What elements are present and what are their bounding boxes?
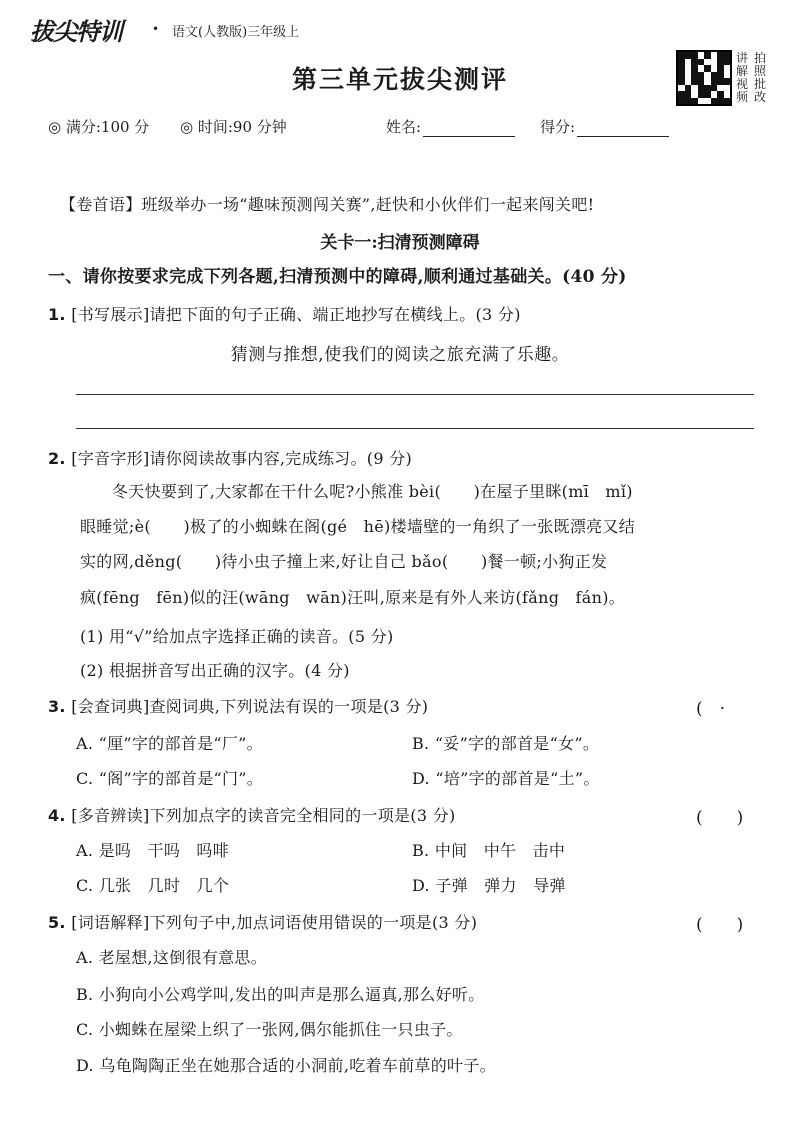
name-label: 姓名: <box>386 118 422 136</box>
score-blank[interactable] <box>577 120 669 137</box>
option-b[interactable]: B. “妥”字的部首是“女”。 <box>412 734 600 753</box>
qr-caption <box>736 52 776 104</box>
question-number: 3. <box>48 697 66 716</box>
question-text: 请把下面的句子正确、端正地抄写在横线上。(3 分) <box>149 305 521 324</box>
name-blank[interactable] <box>423 120 515 137</box>
score-label: 得分: <box>540 118 576 136</box>
question-number: 4. <box>48 806 66 825</box>
sub-question-2: (2) 根据拼音写出正确的汉字。(4 分) <box>80 661 350 680</box>
option-c[interactable]: C. “阁”字的部首是“门”。 <box>76 769 264 788</box>
answer-parentheses[interactable]: ( ) <box>696 915 744 935</box>
question-tag: [会查词典] <box>71 697 150 716</box>
option-a[interactable]: A. 是吗 干吗 吗啡 <box>76 841 230 860</box>
question-text: 下列句子中,加点词语使用错误的一项是(3 分) <box>149 913 478 932</box>
story-line: 眼睡觉;è( )极了的小蜘蛛在阁(gé hē)楼墙壁的一角织了一张既漂亮又结 <box>80 517 636 536</box>
question-number: 5. <box>48 913 66 932</box>
qr-caption-char: 频 <box>736 90 749 104</box>
qr-caption-char: 批 <box>754 77 767 91</box>
question-5 <box>48 910 477 933</box>
brand-logo: 拔尖特训 <box>30 18 122 46</box>
question-tag: [书写展示] <box>71 305 150 324</box>
question-text: 请你阅读故事内容,完成练习。(9 分) <box>149 449 413 468</box>
question-tag: [词语解释] <box>71 913 150 932</box>
copy-sentence: 猜测与推想,使我们的阅读之旅充满了乐趣。 <box>230 345 570 365</box>
brand-separator: • <box>152 22 160 36</box>
writing-line[interactable] <box>76 394 754 395</box>
sub-question-1: (1) 用“√”给加点字选择正确的读音。(5 分) <box>80 627 394 646</box>
question-number: 1. <box>48 305 66 324</box>
option-d[interactable]: D. 乌龟陶陶正坐在她那合适的小洞前,吃着车前草的叶子。 <box>76 1056 496 1075</box>
option-c[interactable]: C. 几张 几时 几个 <box>76 876 230 895</box>
qr-caption-char: 照 <box>754 64 767 78</box>
question-1 <box>48 302 521 325</box>
name-field[interactable] <box>386 116 515 137</box>
story-line: 冬天快要到了,大家都在干什么呢?小熊准 bèi( )在屋子里眯(mī mǐ) <box>112 482 633 501</box>
qr-caption-char: 改 <box>754 90 767 104</box>
answer-parentheses[interactable]: ( · <box>696 699 726 719</box>
option-c[interactable]: C. 小蜘蛛在屋梁上织了一张网,偶尔能抓住一只虫子。 <box>76 1020 463 1039</box>
story-line: 实的网,děng( )待小虫子撞上来,好让自己 bǎo( )餐一顿;小狗正发 <box>80 552 608 571</box>
foreword: 【卷首语】班级举办一场“趣味预测闯关赛”,赶快和小伙伴们一起来闯关吧! <box>60 195 595 214</box>
option-b[interactable]: B. 小狗向小公鸡学叫,发出的叫声是那么逼真,那么好听。 <box>76 985 485 1004</box>
question-text: 查阅词典,下列说法有误的一项是(3 分) <box>149 697 429 716</box>
writing-line[interactable] <box>76 428 754 429</box>
page-title: 第三单元拔尖测评 <box>291 65 508 94</box>
qr-caption-char: 解 <box>736 64 749 78</box>
score-field[interactable] <box>540 116 669 137</box>
option-b[interactable]: B. 中间 中午 击中 <box>412 841 566 860</box>
question-number: 2. <box>48 449 66 468</box>
question-3 <box>48 694 428 717</box>
option-a[interactable]: A. “厘”字的部首是“厂”。 <box>76 734 263 753</box>
option-d[interactable]: D. “培”字的部首是“土”。 <box>412 769 600 788</box>
question-tag: [多音辨读] <box>71 806 150 825</box>
qr-code-icon <box>676 50 732 106</box>
qr-caption-char: 讲 <box>736 51 749 65</box>
subject-grade: 语文(人教版)三年级上 <box>172 25 300 40</box>
qr-caption-char: 视 <box>736 77 749 91</box>
full-score: ◎ 满分:100 分 <box>48 118 150 136</box>
qr-caption-char: 拍 <box>754 51 767 65</box>
option-d[interactable]: D. 子弹 弹力 导弹 <box>412 876 566 895</box>
answer-parentheses[interactable]: ( ) <box>696 808 744 828</box>
question-2 <box>48 446 412 469</box>
section-heading: 一、请你按要求完成下列各题,扫清预测中的障碍,顺利通过基础关。(40 分) <box>48 267 627 287</box>
option-a[interactable]: A. 老屋想,这倒很有意思。 <box>76 948 268 967</box>
exam-time: ◎ 时间:90 分钟 <box>180 118 287 136</box>
question-tag: [字音字形] <box>71 449 150 468</box>
question-text: 下列加点字的读音完全相同的一项是(3 分) <box>149 806 456 825</box>
story-line: 疯(fēng fēn)似的汪(wāng wān)汪叫,原来是有外人来访(fǎng fán)。 <box>80 588 626 607</box>
question-4 <box>48 803 456 826</box>
level-title: 关卡一:扫清预测障碍 <box>320 233 480 253</box>
